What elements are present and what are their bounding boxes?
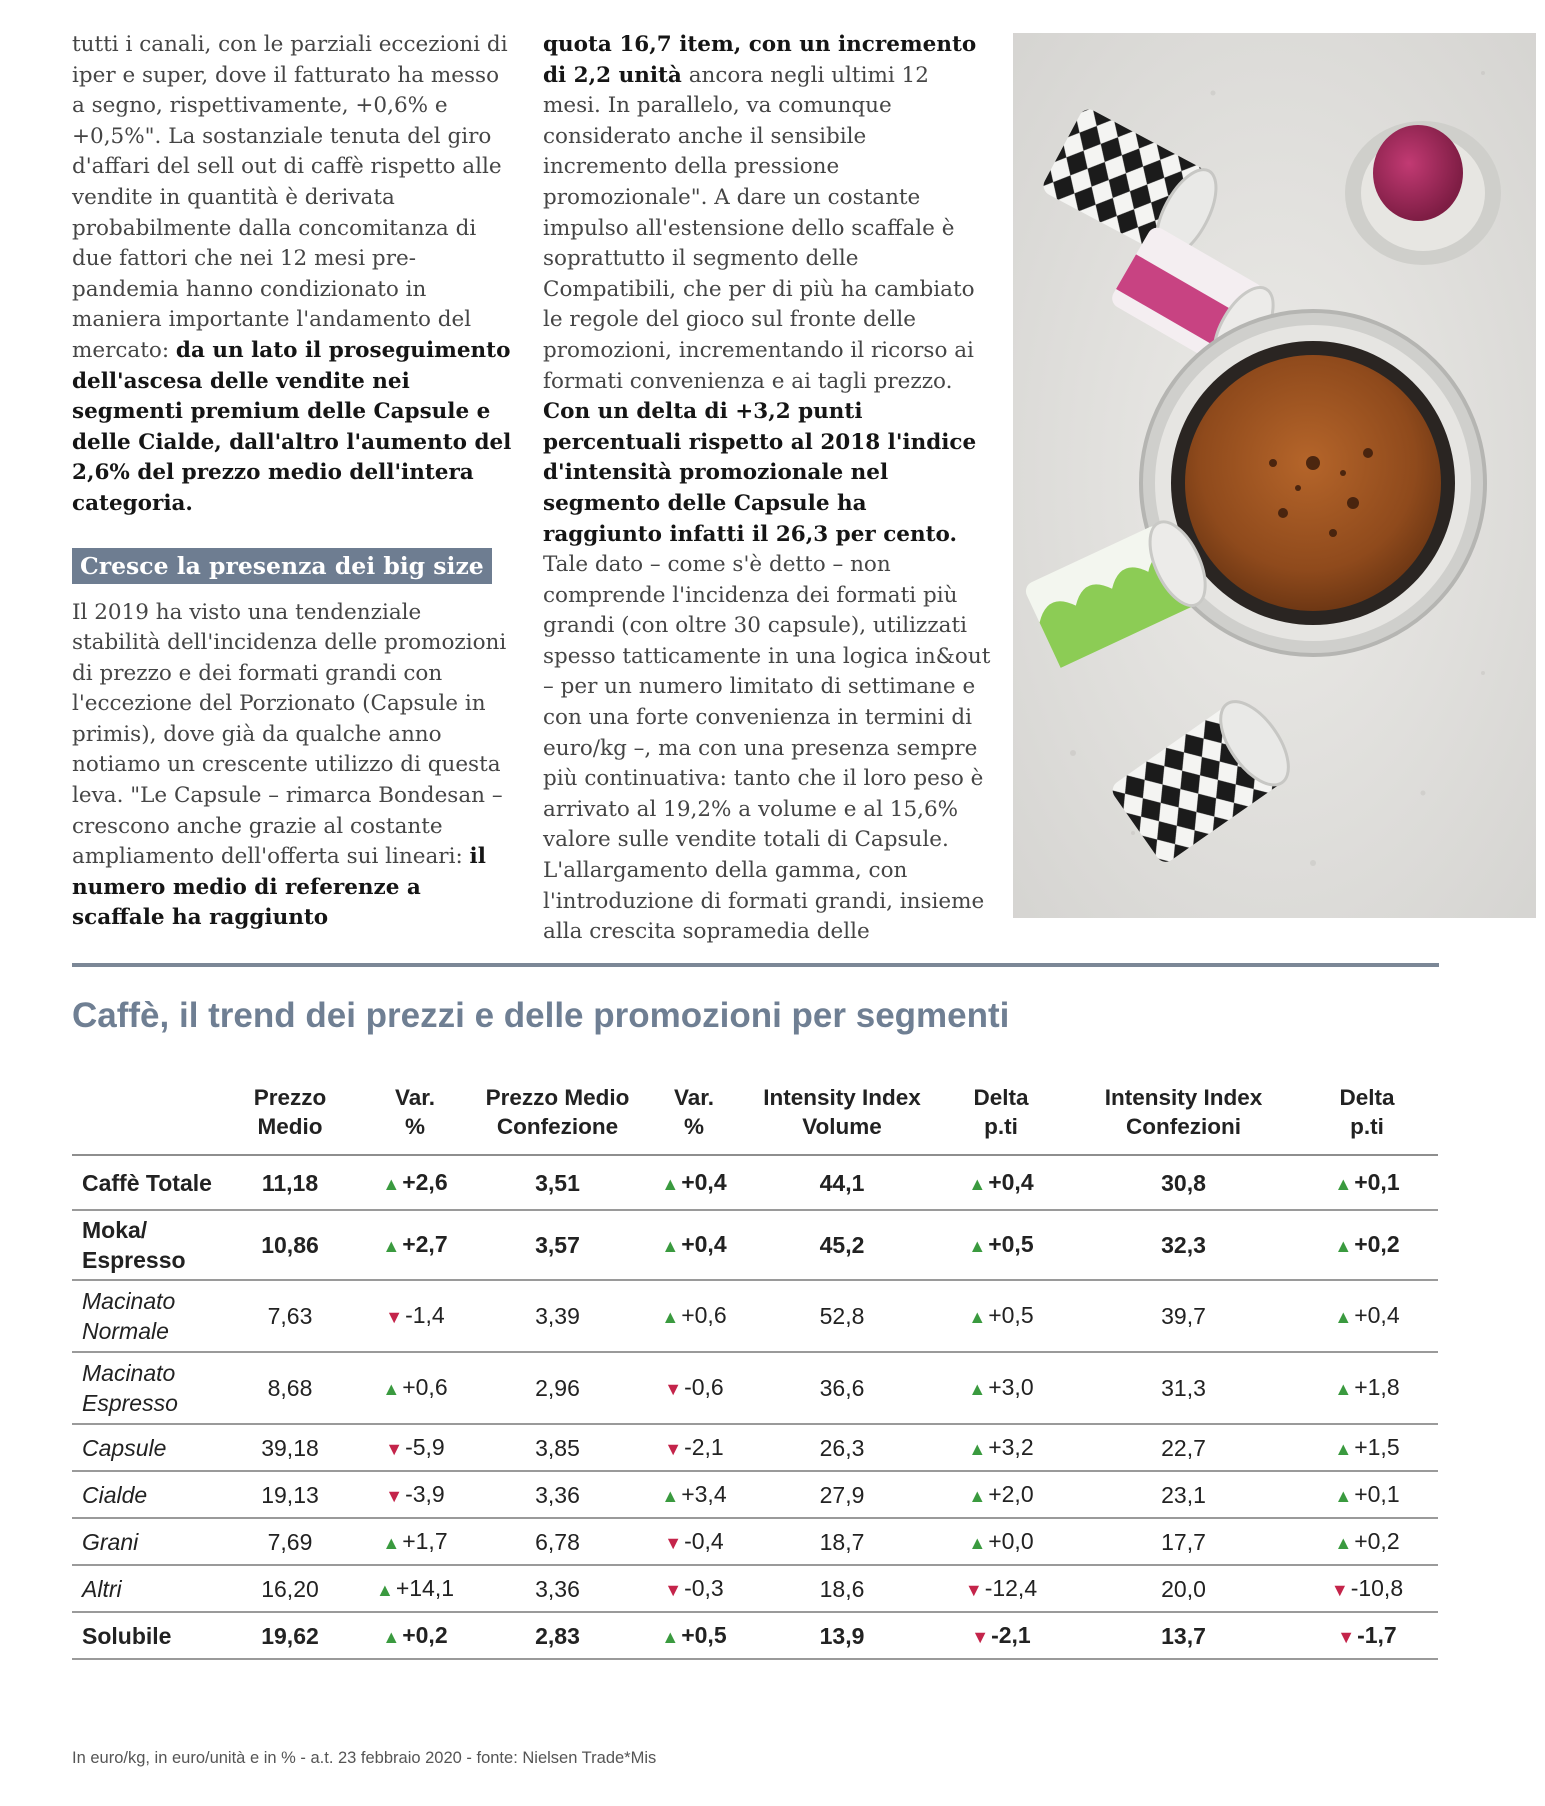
value-cell	[230, 1612, 350, 1659]
cell-value: 27,9	[819, 1481, 865, 1508]
cell-value: +2,6	[402, 1168, 448, 1195]
value-cell	[753, 1612, 931, 1659]
delta-cell	[350, 1352, 480, 1424]
table-header-row	[72, 1068, 1438, 1155]
article-paragraph	[543, 30, 993, 948]
value-cell	[480, 1424, 635, 1471]
header-line: %	[404, 1114, 425, 1139]
cell-value: 19,62	[261, 1622, 319, 1649]
header-cell	[635, 1068, 753, 1155]
cell-value: 16,20	[261, 1575, 319, 1602]
row-label-text: Moka/ Espresso	[82, 1217, 186, 1273]
emphasis-text: da un lato il proseguimento dell'ascesa delle vendite nei segmenti premium delle Capsule e delle Cialde, dall'altro l'aumento del 2,6% del prezzo medio dell'intera categoria.	[72, 337, 512, 516]
value-cell	[753, 1518, 931, 1565]
cell-value: -1,7	[1357, 1621, 1397, 1648]
cell-value: +14,1	[395, 1574, 455, 1601]
value-cell	[480, 1155, 635, 1210]
header-cell	[753, 1068, 931, 1155]
header-cell	[72, 1068, 230, 1155]
value-cell	[1071, 1565, 1296, 1612]
value-cell	[230, 1471, 350, 1518]
cell-value: +1,7	[402, 1527, 448, 1554]
delta-cell	[1296, 1565, 1438, 1612]
price-promotion-table	[72, 1068, 1438, 1660]
delta-cell	[350, 1280, 480, 1352]
triangle-up-icon: ▲	[382, 1626, 401, 1647]
cell-value: -0,4	[684, 1527, 724, 1554]
delta-cell	[635, 1565, 753, 1612]
triangle-up-icon: ▲	[382, 1173, 401, 1194]
row-label	[72, 1280, 230, 1352]
emphasis-text: Con un delta di +3,2 punti percentuali rispetto al 2018 l'indice d'intensità promozionale nel segmento delle Capsule ha raggiunto infatti il 26,3 per cento.	[543, 399, 977, 547]
value-cell	[480, 1280, 635, 1352]
cell-value: +1,8	[1354, 1374, 1400, 1400]
cell-value: +0,5	[988, 1302, 1034, 1328]
header-line: Confezione	[496, 1114, 619, 1139]
value-cell	[753, 1424, 931, 1471]
triangle-down-icon: ▼	[664, 1379, 683, 1399]
emphasis-text: quota 16,7 item, con un incremento di 2,2 unità	[543, 32, 977, 88]
triangle-down-icon: ▼	[385, 1307, 404, 1327]
delta-cell	[350, 1210, 480, 1280]
triangle-up-icon: ▲	[968, 1307, 987, 1327]
pink-capsule	[1345, 121, 1501, 265]
delta-cell	[635, 1155, 753, 1210]
cell-value: 32,3	[1161, 1232, 1206, 1258]
cell-value: 30,8	[1161, 1169, 1206, 1196]
triangle-down-icon: ▼	[664, 1579, 683, 1600]
value-cell	[1071, 1612, 1296, 1659]
triangle-down-icon: ▼	[1330, 1579, 1349, 1600]
value-cell	[480, 1518, 635, 1565]
table-row	[72, 1565, 1438, 1612]
cell-value: +0,5	[988, 1231, 1034, 1257]
cell-value: 17,7	[1161, 1528, 1206, 1555]
header-cell	[1296, 1068, 1438, 1155]
cell-value: -2,1	[991, 1621, 1031, 1648]
header-cell	[230, 1068, 350, 1155]
header-line: Prezzo	[253, 1085, 327, 1110]
delta-cell	[350, 1565, 480, 1612]
cell-value: 10,86	[261, 1232, 319, 1258]
table-row	[72, 1471, 1438, 1518]
cell-value: +2,7	[402, 1231, 448, 1257]
cell-value: 39,7	[1161, 1303, 1206, 1329]
triangle-up-icon: ▲	[1334, 1532, 1353, 1553]
value-cell	[1071, 1424, 1296, 1471]
cell-value: 2,83	[535, 1622, 580, 1649]
cell-value: -0,3	[684, 1574, 724, 1601]
section-divider	[72, 963, 1439, 967]
cell-value: -10,8	[1350, 1574, 1404, 1601]
value-cell	[230, 1518, 350, 1565]
triangle-up-icon: ▲	[968, 1438, 987, 1459]
cell-value: +0,6	[681, 1302, 727, 1328]
delta-cell	[931, 1210, 1071, 1280]
table-title: Caffè, il trend dei prezzi e delle promozioni per segmenti	[72, 996, 1010, 1035]
body-text: ancora negli ultimi 12 mesi. In parallelo, va comunque considerato anche il sensibile incremento della pressione promozionale". A dare un costante impulso all'estensione dello scaffale è soprattutto il segmento delle Compatibili, che per di più ha cambiato le regole del gioco sul fronte delle promozioni, incrementando il ricorso ai formati convenienza e ai tagli prezzo.	[543, 62, 975, 394]
delta-cell	[1296, 1471, 1438, 1518]
cell-value: +0,0	[988, 1527, 1034, 1554]
emphasis-text: il numero medio di referenze a scaffale ha raggiunto	[72, 844, 486, 931]
cell-value: 39,18	[261, 1434, 319, 1461]
triangle-up-icon: ▲	[661, 1626, 680, 1647]
cell-value: 22,7	[1161, 1434, 1206, 1461]
triangle-down-icon: ▼	[964, 1579, 983, 1600]
value-cell	[230, 1565, 350, 1612]
delta-cell	[931, 1471, 1071, 1518]
table-row	[72, 1155, 1438, 1210]
triangle-up-icon: ▲	[382, 1379, 401, 1399]
value-cell	[1071, 1471, 1296, 1518]
triangle-down-icon: ▼	[971, 1626, 990, 1647]
delta-cell	[931, 1155, 1071, 1210]
value-cell	[753, 1210, 931, 1280]
triangle-up-icon: ▲	[968, 1173, 987, 1194]
header-line: Intensity Index	[1104, 1085, 1263, 1110]
cell-value: 3,85	[535, 1434, 580, 1461]
delta-cell	[350, 1471, 480, 1518]
triangle-up-icon: ▲	[968, 1236, 987, 1256]
triangle-up-icon: ▲	[661, 1485, 680, 1506]
row-label: Caffè Totale	[72, 1155, 230, 1210]
delta-cell	[1296, 1155, 1438, 1210]
cell-value: 7,69	[267, 1528, 313, 1555]
value-cell	[480, 1210, 635, 1280]
table-row	[72, 1518, 1438, 1565]
triangle-up-icon: ▲	[661, 1307, 680, 1327]
cell-value: -5,9	[405, 1433, 445, 1460]
triangle-up-icon: ▲	[661, 1173, 680, 1194]
table-row	[72, 1424, 1438, 1471]
cell-value: 3,51	[535, 1169, 580, 1196]
cell-value: 31,3	[1161, 1375, 1206, 1401]
cell-value: 7,63	[267, 1303, 313, 1329]
value-cell	[480, 1352, 635, 1424]
cell-value: 52,8	[819, 1303, 865, 1329]
cell-value: 2,96	[535, 1375, 580, 1401]
value-cell	[753, 1565, 931, 1612]
row-label	[72, 1210, 230, 1280]
cell-value: 13,7	[1161, 1622, 1206, 1649]
cell-value: 13,9	[819, 1622, 865, 1649]
triangle-up-icon: ▲	[1334, 1485, 1353, 1506]
delta-cell	[931, 1352, 1071, 1424]
delta-cell	[931, 1565, 1071, 1612]
delta-cell	[931, 1518, 1071, 1565]
coffee-capsules-photo	[1013, 33, 1536, 918]
cell-value: +1,5	[1354, 1433, 1400, 1460]
cell-value: -3,9	[405, 1480, 445, 1507]
delta-cell	[635, 1518, 753, 1565]
delta-cell	[931, 1424, 1071, 1471]
cell-value: -2,1	[684, 1433, 724, 1460]
article-column-left	[72, 30, 512, 934]
delta-cell	[350, 1612, 480, 1659]
cell-value: +0,4	[988, 1168, 1034, 1195]
table-row	[72, 1612, 1438, 1659]
delta-cell	[1296, 1518, 1438, 1565]
delta-cell	[1296, 1352, 1438, 1424]
header-line: Delta	[973, 1085, 1029, 1110]
body-text: Il 2019 ha visto una tendenziale stabilità dell'incidenza delle promozioni di prezzo e dei formati grandi con l'eccezione del Porzionato (Capsule in primis), dove già da qualche anno notiamo un crescente utilizzo di questa leva. "Le Capsule – rimarca Bondesan – crescono anche grazie al costante ampliamento dell'offerta sui lineari:	[72, 599, 507, 870]
triangle-down-icon: ▼	[664, 1532, 683, 1553]
cell-value: 3,39	[535, 1303, 580, 1329]
header-line: Delta	[1339, 1085, 1395, 1110]
cell-value: 18,7	[819, 1528, 865, 1555]
cell-value: +0,5	[681, 1621, 727, 1648]
cell-value: 20,0	[1161, 1575, 1206, 1602]
header-line: p.ti	[1350, 1114, 1384, 1139]
value-cell	[1071, 1352, 1296, 1424]
value-cell	[753, 1352, 931, 1424]
cell-value: +3,0	[988, 1374, 1034, 1400]
cell-value: +0,2	[1354, 1527, 1400, 1554]
table-row	[72, 1280, 1438, 1352]
triangle-up-icon: ▲	[968, 1532, 987, 1553]
delta-cell	[635, 1471, 753, 1518]
cell-value: 3,36	[535, 1575, 580, 1602]
value-cell	[1071, 1210, 1296, 1280]
delta-cell	[635, 1210, 753, 1280]
value-cell	[1071, 1155, 1296, 1210]
cell-value: +0,1	[1354, 1480, 1400, 1507]
triangle-down-icon: ▼	[1337, 1626, 1356, 1647]
value-cell	[753, 1471, 931, 1518]
cell-value: +0,4	[681, 1231, 727, 1257]
row-label: Altri	[72, 1565, 230, 1612]
coffee-capsules-illustration	[1013, 33, 1536, 918]
value-cell	[1071, 1280, 1296, 1352]
header-cell	[1071, 1068, 1296, 1155]
delta-cell	[1296, 1612, 1438, 1659]
triangle-up-icon: ▲	[968, 1379, 987, 1399]
body-text: Tale dato – come s'è detto – non comprende l'incidenza dei formati più grandi (con oltre 30 capsule), utilizzati spesso tatticamente in una logica in&out – per un numero limitato di settimane e con una forte convenienza in termini di euro/kg –, ma con una presenza sempre più continuativa: tanto che il loro peso è arrivato al 19,2% a volume e al 15,6% valore sulle vendite totali di Capsule. L'allargamento della gamma, con l'introduzione di formati grandi, insieme alla crescita sopramedia delle	[543, 552, 991, 945]
value-cell	[753, 1280, 931, 1352]
value-cell	[230, 1210, 350, 1280]
header-line: Volume	[802, 1114, 882, 1139]
cell-value: 6,78	[535, 1528, 580, 1555]
cell-value: +0,4	[1354, 1302, 1400, 1328]
cell-value: 11,18	[261, 1169, 319, 1196]
value-cell	[480, 1471, 635, 1518]
header-cell	[350, 1068, 480, 1155]
delta-cell	[635, 1612, 753, 1659]
cell-value: 23,1	[1161, 1481, 1206, 1508]
cell-value: -0,6	[684, 1374, 724, 1400]
delta-cell	[350, 1155, 480, 1210]
cell-value: 3,36	[535, 1481, 580, 1508]
cell-value: 36,6	[819, 1375, 865, 1401]
triangle-up-icon: ▲	[1334, 1173, 1353, 1194]
delta-cell	[931, 1612, 1071, 1659]
header-line: Intensity Index	[763, 1085, 921, 1110]
article-column-middle	[543, 30, 993, 948]
delta-cell	[1296, 1210, 1438, 1280]
value-cell	[230, 1424, 350, 1471]
delta-cell	[635, 1352, 753, 1424]
delta-cell	[635, 1424, 753, 1471]
delta-cell	[931, 1280, 1071, 1352]
cell-value: +0,2	[402, 1621, 448, 1648]
row-label-text: Macinato Normale	[82, 1288, 176, 1344]
row-label	[72, 1352, 230, 1424]
triangle-up-icon: ▲	[1334, 1236, 1353, 1256]
article-paragraph	[72, 30, 512, 520]
cell-value: +3,2	[988, 1433, 1034, 1460]
header-cell	[931, 1068, 1071, 1155]
cell-value: 19,13	[261, 1481, 319, 1508]
triangle-down-icon: ▼	[664, 1438, 683, 1459]
triangle-up-icon: ▲	[1334, 1307, 1353, 1327]
cell-value: +3,4	[681, 1480, 727, 1507]
section-subheading: Cresce la presenza dei big size	[72, 548, 492, 584]
value-cell	[1071, 1518, 1296, 1565]
value-cell	[230, 1280, 350, 1352]
delta-cell	[1296, 1280, 1438, 1352]
delta-cell	[635, 1280, 753, 1352]
row-label: Cialde	[72, 1471, 230, 1518]
triangle-up-icon: ▲	[375, 1579, 394, 1600]
value-cell	[480, 1612, 635, 1659]
article-paragraph	[72, 598, 512, 935]
delta-cell	[350, 1518, 480, 1565]
triangle-up-icon: ▲	[382, 1236, 401, 1256]
cell-value: -1,4	[405, 1302, 445, 1328]
cell-value: +0,1	[1354, 1168, 1400, 1195]
cell-value: 18,6	[819, 1575, 865, 1602]
body-text: tutti i canali, con le parziali eccezioni di iper e super, dove il fatturato ha messo a segno, rispettivamente, +0,6% e +0,5%". La sostanziale tenuta del giro d'affari del sell out di caffè rispetto alle vendite in quantità è derivata probabilmente dalla concomitanza di due fattori che nei 12 mesi pre-pandemia hanno condizionato in maniera importante l'andamento del mercato:	[72, 32, 508, 363]
delta-cell	[1296, 1424, 1438, 1471]
cell-value: 44,1	[819, 1169, 865, 1196]
row-label: Capsule	[72, 1424, 230, 1471]
table-row	[72, 1352, 1438, 1424]
header-line: p.ti	[984, 1114, 1018, 1139]
cell-value: 45,2	[819, 1232, 865, 1258]
table-footnote: In euro/kg, in euro/unità e in % - a.t. 23 febbraio 2020 - fonte: Nielsen Trade*Mis	[72, 1749, 657, 1767]
delta-cell	[350, 1424, 480, 1471]
header-line: Prezzo Medio	[485, 1085, 630, 1110]
row-label-text: Macinato Espresso	[82, 1360, 178, 1416]
header-line: Medio	[257, 1114, 323, 1139]
triangle-up-icon: ▲	[382, 1532, 401, 1553]
triangle-up-icon: ▲	[1334, 1438, 1353, 1459]
cell-value: +0,4	[681, 1168, 727, 1195]
header-line: Confezioni	[1126, 1114, 1241, 1139]
value-cell	[230, 1155, 350, 1210]
triangle-up-icon: ▲	[968, 1485, 987, 1506]
cell-value: 26,3	[819, 1434, 865, 1461]
table-row	[72, 1210, 1438, 1280]
triangle-up-icon: ▲	[661, 1236, 680, 1256]
header-line: Var.	[673, 1085, 715, 1110]
value-cell	[230, 1352, 350, 1424]
row-label: Grani	[72, 1518, 230, 1565]
cell-value: 3,57	[535, 1232, 580, 1258]
cell-value: +0,6	[402, 1374, 448, 1400]
header-line: Var.	[394, 1085, 436, 1110]
header-line: %	[683, 1114, 704, 1139]
row-label: Solubile	[72, 1612, 230, 1659]
value-cell	[480, 1565, 635, 1612]
header-cell	[480, 1068, 635, 1155]
value-cell	[753, 1155, 931, 1210]
cell-value: 8,68	[267, 1375, 313, 1401]
cell-value: -12,4	[984, 1574, 1038, 1601]
cell-value: +0,2	[1354, 1231, 1400, 1257]
triangle-up-icon: ▲	[1334, 1379, 1353, 1399]
triangle-down-icon: ▼	[385, 1438, 404, 1459]
cell-value: +2,0	[988, 1480, 1034, 1507]
triangle-down-icon: ▼	[385, 1485, 404, 1506]
